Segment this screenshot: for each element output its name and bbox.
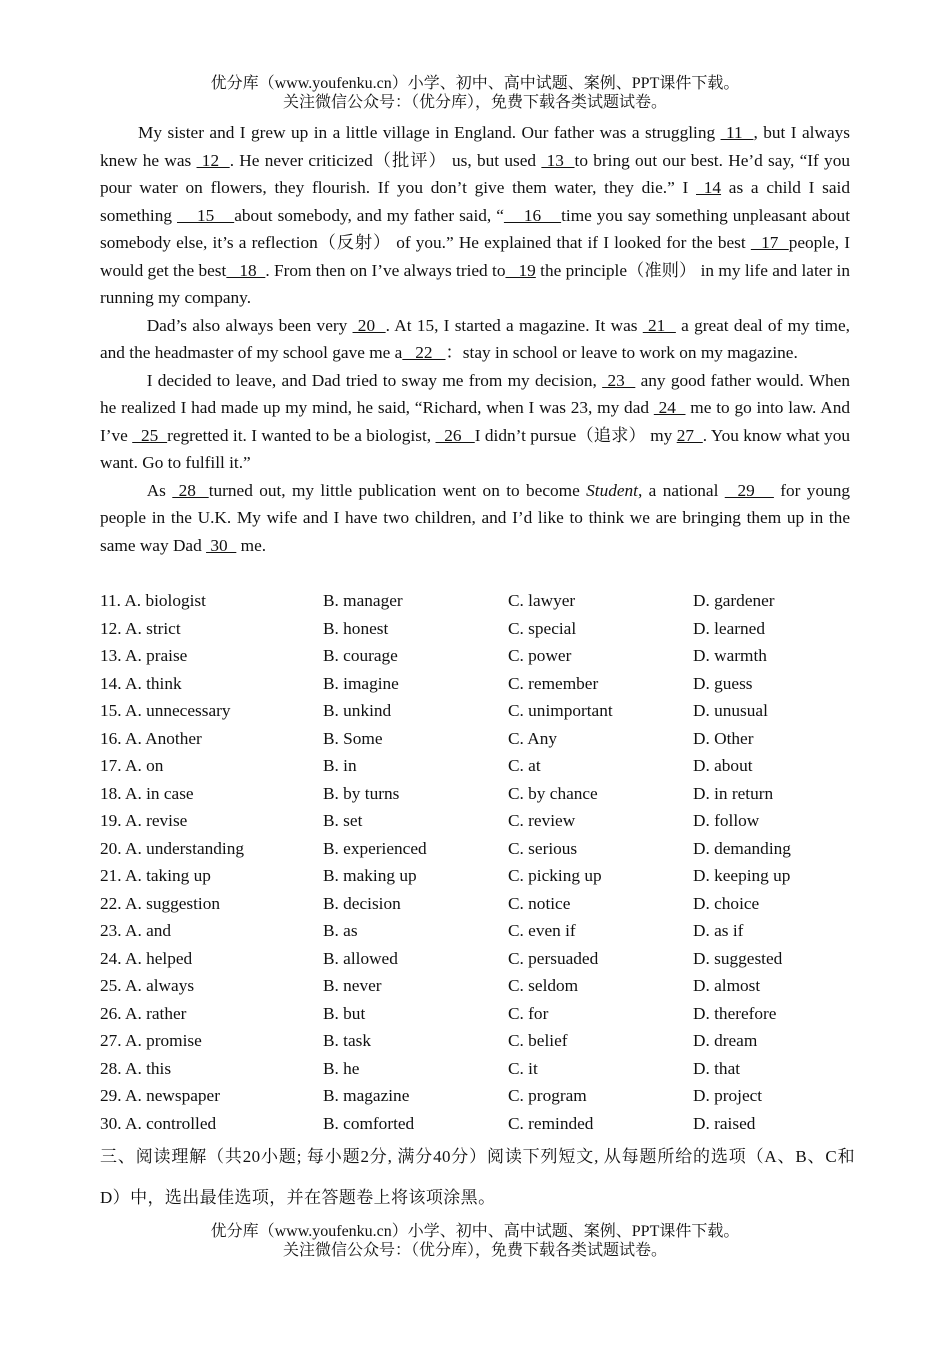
text: as a child I said something <box>100 178 850 225</box>
option-c: C. Any <box>508 728 557 748</box>
header-line-1: 优分库（www.youfenku.cn）小学、初中、高中试题、案例、PPT课件下载。 <box>210 75 740 92</box>
option-row <box>100 697 860 725</box>
option-a: 24. A. helped <box>100 948 193 968</box>
option-a: 22. A. suggestion <box>100 893 221 913</box>
option-b: B. comforted <box>323 1113 415 1133</box>
text: . From then on I’ve always tried to <box>265 260 506 280</box>
text: time you say something unpleasant about somebody else, it’s a reflection（反射） of you.” He explained that if I looked for the best <box>100 205 851 252</box>
text: about somebody, and my father said, “ <box>234 205 504 225</box>
text: . At 15, I started a magazine. It was <box>385 315 643 335</box>
option-c: C. unimportant <box>508 701 613 720</box>
text: Dad’s also always been very <box>146 315 353 335</box>
option-b: B. by turns <box>323 783 400 803</box>
blank-24: 24 <box>653 398 686 417</box>
option-c: C. at <box>508 756 541 775</box>
blank-26: 26 <box>435 425 475 445</box>
option-a: 29. A. newspaper <box>100 1086 220 1105</box>
option-row <box>100 1000 860 1028</box>
option-d: D. learned <box>693 618 765 638</box>
option-b: B. unkind <box>323 701 392 720</box>
option-row <box>100 1055 860 1083</box>
option-c: C. review <box>508 811 576 830</box>
option-c: C. by chance <box>508 783 598 803</box>
option-a: 11. A. biologist <box>100 591 206 610</box>
text: , a national <box>637 480 725 500</box>
option-row <box>100 1027 860 1055</box>
option-a: 12. A. strict <box>100 618 181 638</box>
option-a: 21. A. taking up <box>100 866 211 885</box>
blank-20: 20 <box>352 315 386 335</box>
option-c: C. persuaded <box>508 948 599 968</box>
section-3-instructions: 三、阅读理解（共20小题; 每小题2分, 满分40分）阅读下列短文, 从每题所给的选项（A、B、C和D）中，选出最佳选项，并在答题卷上将该项涂黑。 <box>100 1147 855 1207</box>
option-b: B. but <box>323 1003 366 1023</box>
option-a: 25. A. always <box>100 976 195 995</box>
option-c: C. power <box>508 646 572 665</box>
option-c: C. it <box>508 1058 538 1078</box>
option-d: D. guess <box>693 673 753 693</box>
blank-29: 29 <box>724 480 774 500</box>
text: , but I always knew he was <box>100 123 850 170</box>
option-b: B. manager <box>323 591 403 610</box>
option-c: C. reminded <box>508 1113 594 1133</box>
page-footer <box>0 1222 950 1260</box>
option-b: B. set <box>323 811 363 830</box>
option-d: D. dream <box>693 1031 758 1050</box>
text: me. <box>236 535 267 555</box>
option-b: B. imagine <box>323 673 399 693</box>
option-c: C. special <box>508 618 577 638</box>
blank-11: 11 <box>720 123 754 142</box>
footer-line-2: 关注微信公众号：（优分库），免费下载各类试题试卷。 <box>282 1242 667 1259</box>
option-row <box>100 835 860 863</box>
text: I decided to leave, and Dad tried to sway me from my decision, <box>146 370 603 390</box>
text: My sister and I grew up in a little village in England. Our father was a struggling <box>138 123 721 142</box>
option-a: 15. A. unnecessary <box>100 701 231 720</box>
option-d: D. gardener <box>693 591 775 610</box>
option-b: B. magazine <box>323 1086 410 1105</box>
option-row <box>100 725 860 753</box>
text: ：stay in school or leave to work on my magazine. <box>445 343 798 362</box>
option-b: B. he <box>323 1058 360 1078</box>
option-a: 30. A. controlled <box>100 1113 217 1133</box>
footer-line-1: 优分库（www.youfenku.cn）小学、初中、高中试题、案例、PPT课件下载。 <box>210 1223 740 1240</box>
option-d: D. warmth <box>693 646 767 665</box>
text: me to go into law. And I’ve <box>100 398 850 445</box>
text: to bring out our best. He’d say, “If you pour water on flowers, they flourish. If you don’t give them water, they die.” I <box>100 150 850 197</box>
option-row <box>100 752 860 780</box>
blank-15: 15 <box>177 205 235 225</box>
answer-options <box>100 587 860 1137</box>
text: . You know what you want. Go to fulfill it.” <box>100 425 850 472</box>
blank-12: 12 <box>196 150 230 170</box>
option-row <box>100 1082 860 1110</box>
blank-27: 27 <box>676 425 703 445</box>
blank-19: 19 <box>505 260 536 280</box>
blank-23: 23 <box>602 370 636 390</box>
blank-13: 13 <box>541 150 575 170</box>
option-c: C. remember <box>508 673 599 693</box>
option-row <box>100 1110 860 1138</box>
blank-28: 28 <box>172 480 209 500</box>
option-d: D. as if <box>693 921 744 940</box>
option-b: B. experienced <box>323 838 427 858</box>
option-a: 19. A. revise <box>100 811 188 830</box>
option-row <box>100 972 860 1000</box>
option-d: D. demanding <box>693 838 791 858</box>
option-b: B. in <box>323 756 357 775</box>
text: any good father would. When he realized I had made up my mind, he said, “Richard, when I was 23, my dad <box>100 370 850 417</box>
option-d: D. project <box>693 1086 763 1105</box>
text: for young people in the U.K. My wife and I have two children, and I’d like to think we are bringing them up in the same way Dad <box>100 480 851 555</box>
cloze-passage <box>100 119 850 559</box>
option-row <box>100 670 860 698</box>
option-b: B. task <box>323 1031 372 1050</box>
paragraph-2 <box>100 312 850 367</box>
option-b: B. never <box>323 976 382 995</box>
option-d: D. Other <box>693 728 754 748</box>
option-c: C. serious <box>508 838 578 858</box>
option-c: C. for <box>508 1003 549 1023</box>
option-c: C. program <box>508 1086 587 1105</box>
option-a: 16. A. Another <box>100 728 202 748</box>
option-c: C. even if <box>508 921 576 940</box>
text: the principle（准则） in my life and later in running my company. <box>100 260 850 307</box>
option-row <box>100 642 860 670</box>
option-row <box>100 917 860 945</box>
option-row <box>100 587 860 615</box>
option-a: 27. A. promise <box>100 1031 202 1050</box>
option-d: D. almost <box>693 976 761 995</box>
text: turned out, my little publication went on to become <box>208 480 587 500</box>
option-d: D. choice <box>693 893 760 913</box>
option-c: C. belief <box>508 1031 568 1050</box>
paragraph-1 <box>100 119 850 312</box>
option-d: D. suggested <box>693 948 783 968</box>
option-a: 17. A. on <box>100 756 164 775</box>
option-a: 13. A. praise <box>100 646 188 665</box>
text: As <box>146 480 173 500</box>
option-row <box>100 807 860 835</box>
option-c: C. lawyer <box>508 591 576 610</box>
text: a great deal of my time, and the headmaster of my school gave me a <box>100 315 850 362</box>
option-b: B. decision <box>323 893 401 913</box>
option-b: B. courage <box>323 646 398 665</box>
blank-25: 25 <box>132 425 168 445</box>
blank-17: 17 <box>750 233 789 252</box>
option-a: 18. A. in case <box>100 783 194 803</box>
option-a: 23. A. and <box>100 921 172 940</box>
option-row <box>100 780 860 808</box>
page-header <box>0 74 950 112</box>
blank-21: 21 <box>642 315 676 335</box>
option-b: B. making up <box>323 866 417 885</box>
option-d: D. that <box>693 1058 741 1078</box>
option-row <box>100 945 860 973</box>
blank-22: 22 <box>402 343 446 362</box>
option-b: B. allowed <box>323 948 398 968</box>
text: people, I would get the best <box>100 233 850 280</box>
paragraph-3 <box>100 367 850 477</box>
option-row <box>100 890 860 918</box>
option-b: B. as <box>323 921 358 940</box>
option-d: D. follow <box>693 811 760 830</box>
blank-18: 18 <box>226 260 266 280</box>
text: regretted it. I wanted to be a biologist, <box>167 425 436 445</box>
text: . He never criticized（批评） us, but used <box>229 150 542 170</box>
option-d: D. raised <box>693 1113 756 1133</box>
option-a: 28. A. this <box>100 1058 172 1078</box>
option-c: C. picking up <box>508 866 602 885</box>
text: I didn’t pursue（追求） my <box>474 425 677 445</box>
option-row <box>100 862 860 890</box>
option-a: 26. A. rather <box>100 1003 187 1023</box>
option-d: D. therefore <box>693 1003 777 1023</box>
blank-30: 30 <box>206 535 237 555</box>
option-d: D. in return <box>693 783 774 803</box>
option-row <box>100 615 860 643</box>
option-c: C. notice <box>508 893 571 913</box>
option-b: B. honest <box>323 618 389 638</box>
magazine-title: Student <box>586 480 638 500</box>
blank-14: 14 <box>696 178 722 197</box>
option-c: C. seldom <box>508 976 579 995</box>
option-a: 20. A. understanding <box>100 838 244 858</box>
option-b: B. Some <box>323 728 383 748</box>
option-d: D. keeping up <box>693 866 791 885</box>
option-d: D. about <box>693 756 753 775</box>
blank-16: 16 <box>503 205 562 225</box>
paragraph-4 <box>100 477 850 560</box>
option-a: 14. A. think <box>100 673 182 693</box>
header-line-2: 关注微信公众号：（优分库），免费下载各类试题试卷。 <box>282 94 667 111</box>
option-d: D. unusual <box>693 701 768 720</box>
